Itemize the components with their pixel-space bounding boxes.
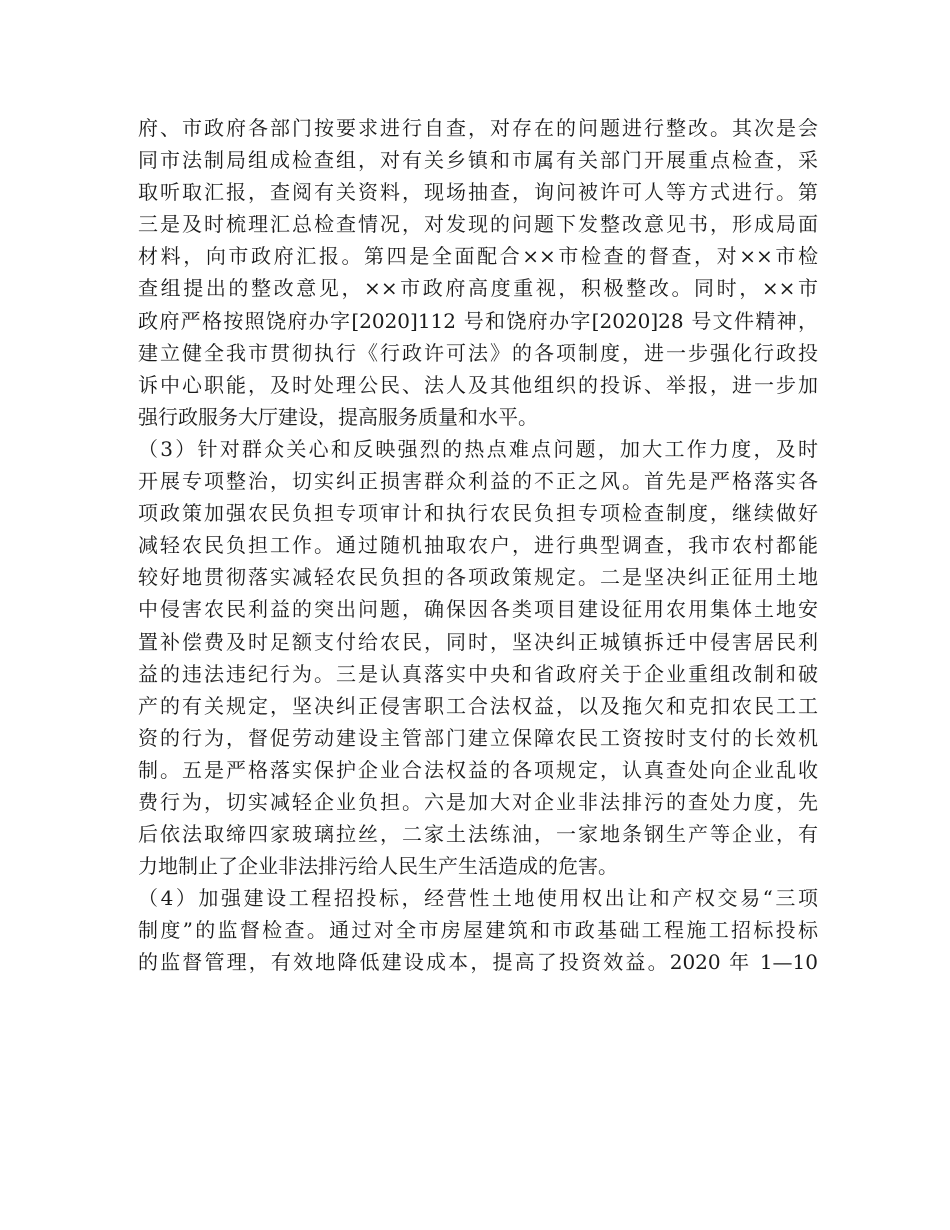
text-line: 开展专项整治，切实纠正损害群众利益的不正之风。首先是严格落实各 — [138, 469, 818, 494]
text-line: 材料，向市政府汇报。第四是全面配合××市检查的督查，对××市检 — [138, 244, 818, 269]
text-line: 减轻农民负担工作。通过随机抽取农户，进行典型调查，我市农村都能 — [138, 533, 818, 558]
text-line: 查组提出的整改意见，××市政府高度重视，积极整改。同时，××市 — [138, 276, 818, 301]
text-line: （4）加强建设工程招投标，经营性土地使用权出让和产权交易“三项 — [138, 886, 818, 911]
text-line: 中侵害农民利益的突出问题，确保因各类项目建设征用农用集体土地安 — [138, 597, 818, 622]
text-line: 制度”的监督检查。通过对全市房屋建筑和市政基础工程施工招标投标 — [138, 918, 818, 943]
text-line: 诉中心职能，及时处理公民、法人及其他组织的投诉、举报，进一步加 — [138, 372, 818, 397]
text-line: 产的有关规定，坚决纠正侵害职工合法权益，以及拖欠和克扣农民工工 — [138, 693, 818, 718]
text-line: （3）针对群众关心和反映强烈的热点难点问题，加大工作力度，及时 — [138, 436, 818, 461]
text-line: 资的行为，督促劳动建设主管部门建立保障农民工资按时支付的长效机 — [138, 725, 818, 750]
text-line: 府、市政府各部门按要求进行自查，对存在的问题进行整改。其次是会 — [138, 116, 818, 140]
text-line: 费行为，切实减轻企业负担。六是加大对企业非法排污的查处力度，先 — [138, 789, 818, 814]
text-line: 三是及时梳理汇总检查情况，对发现的问题下发整改意见书，形成局面 — [138, 212, 818, 237]
text-line: 项政策加强农民负担专项审计和执行农民负担专项检查制度，继续做好 — [138, 501, 818, 526]
text-line: 取听取汇报，查阅有关资料，现场抽查，询问被许可人等方式进行。第 — [138, 180, 818, 205]
text-line: 较好地贯彻落实减轻农民负担的各项政策规定。二是坚决纠正征用土地 — [138, 565, 818, 590]
body-text — [138, 112, 818, 979]
text-line: 的监督管理，有效地降低建设成本，提高了投资效益。2020 年 1—10 — [138, 950, 818, 975]
text-line: 强行政服务大厅建设，提高服务质量和水平。 — [138, 404, 538, 429]
text-line: 力地制止了企业非法排污给人民生产生活造成的危害。 — [138, 854, 618, 879]
text-line: 制。五是严格落实保护企业合法权益的各项规定，认真查处向企业乱收 — [138, 757, 818, 782]
text-line: 益的违法违纪行为。三是认真落实中央和省政府关于企业重组改制和破 — [138, 661, 818, 686]
text-line: 建立健全我市贯彻执行《行政许可法》的各项制度，进一步强化行政投 — [138, 340, 818, 365]
text-line: 置补偿费及时足额支付给农民，同时，坚决纠正城镇拆迁中侵害居民利 — [138, 629, 818, 654]
text-line: 政府严格按照饶府办字[2020]112 号和饶府办字[2020]28 号文件精神， — [138, 308, 818, 333]
text-line: 后依法取缔四家玻璃拉丝，二家土法练油，一家地条钢生产等企业，有 — [138, 822, 818, 847]
text-line: 同市法制局组成检查组，对有关乡镇和市属有关部门开展重点检查，采 — [138, 148, 818, 173]
